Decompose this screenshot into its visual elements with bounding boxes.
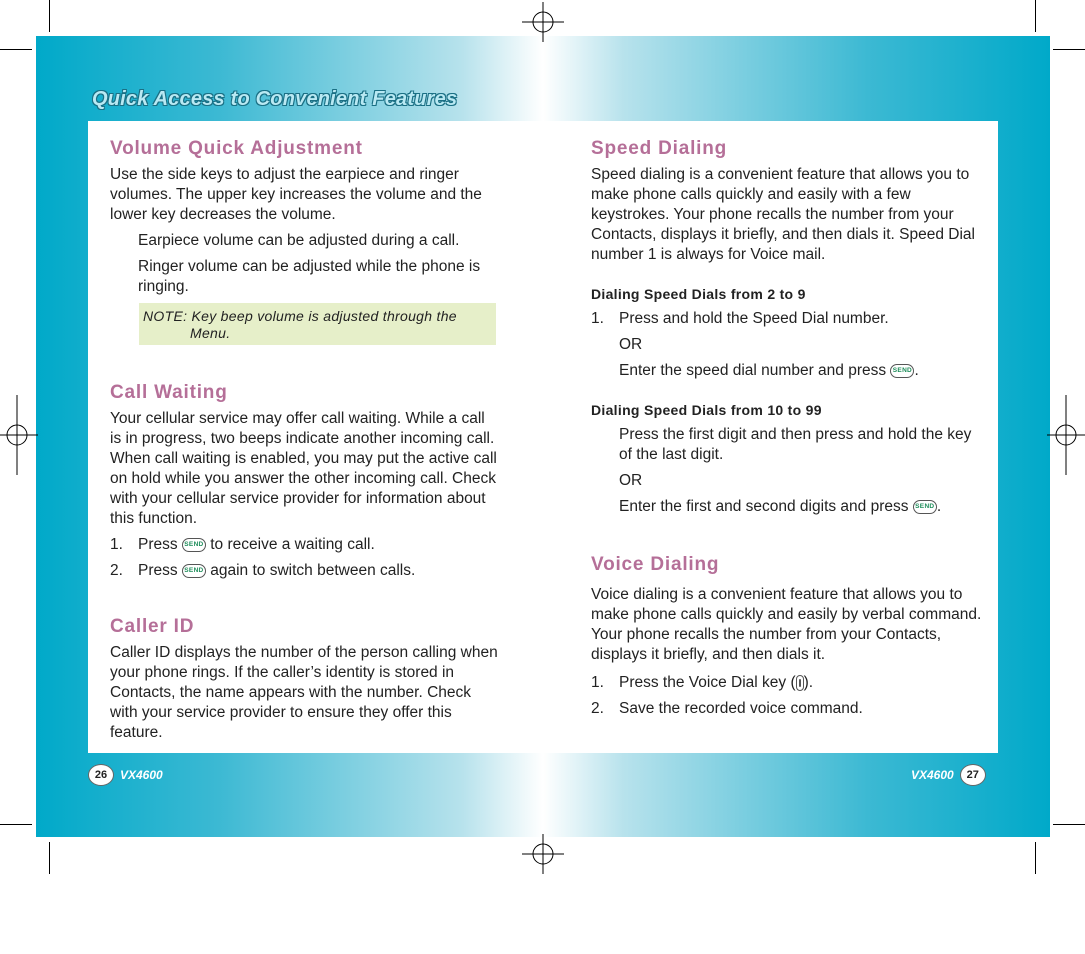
volume-bullet-ringer: Ringer volume can be adjusted while the phone is ringing. bbox=[138, 258, 481, 295]
speed-dial-step-1 bbox=[591, 309, 986, 329]
step-text: Press bbox=[138, 562, 178, 579]
call-waiting-body: Your cellular service may offer call waiting. While a call is in progress, two beeps indicate another incoming call. When call waiting is enabled, you may put the active call on hold while you answer the other incoming call. Check with your cellular service provider for information about this function. bbox=[110, 410, 497, 527]
crop-mark bbox=[1053, 49, 1085, 50]
page-number: 27 bbox=[960, 764, 986, 786]
step-text: Press the Voice Dial key ( bbox=[619, 674, 796, 691]
registration-mark-icon bbox=[1047, 395, 1085, 475]
step-number: 1. bbox=[591, 310, 604, 327]
caller-id-body: Caller ID displays the number of the person calling when your phone rings. If the caller’s identity is stored in Contacts, the name appears with the number. Check with your service provider to ensure they offer this feature. bbox=[110, 644, 498, 741]
step-text: ). bbox=[803, 674, 814, 691]
model-label: VX4600 bbox=[120, 768, 163, 782]
page-number: 26 bbox=[88, 764, 114, 786]
volume-intro: Use the side keys to adjust the earpiece and ringer volumes. The upper key increases the volume and the lower key decreases the volume. bbox=[110, 166, 482, 223]
speed-dialing-heading: Speed Dialing bbox=[591, 138, 728, 159]
step-text: . bbox=[936, 498, 942, 515]
step-number: 1. bbox=[110, 536, 123, 553]
step-text: Press and hold the Speed Dial number. bbox=[619, 310, 889, 327]
volume-heading: Volume Quick Adjustment bbox=[110, 138, 363, 159]
speed-dial-step-two-digit: Press the first digit and then press and hold the key of the last digit. bbox=[619, 426, 972, 463]
step-text: Press bbox=[138, 536, 178, 553]
voice-dialing-body: Voice dialing is a convenient feature that allows you to make phone calls quickly and easily by verbal command. Your phone recalls the number from your Contacts, displays it briefly, and then dials it. bbox=[591, 586, 982, 663]
step-text: . bbox=[914, 362, 919, 379]
registration-mark-icon bbox=[522, 2, 564, 42]
send-key-icon: SEND bbox=[182, 538, 206, 552]
step-number: 2. bbox=[591, 700, 604, 717]
step-text: Save the recorded voice command. bbox=[619, 700, 863, 717]
footer-right bbox=[905, 764, 986, 786]
speed-dial-subheading-2-9: Dialing Speed Dials from 2 to 9 bbox=[591, 286, 806, 302]
crop-mark bbox=[49, 0, 50, 32]
crop-mark bbox=[0, 49, 32, 50]
crop-mark bbox=[1053, 824, 1085, 825]
or-text: OR bbox=[619, 472, 643, 489]
crop-mark bbox=[1035, 842, 1036, 874]
note-text: NOTE: Key beep volume is adjusted through the bbox=[143, 308, 457, 324]
voice-dialing-heading: Voice Dialing bbox=[591, 554, 720, 575]
call-waiting-step-2 bbox=[110, 561, 500, 581]
speed-dialing-body: Speed dialing is a convenient feature that allows you to make phone calls quickly and easily with a few keystrokes. Your phone recalls the number from your Contacts, displays it briefly, and then dials it. Speed Dial number 1 is always for Voice mail. bbox=[591, 166, 975, 263]
or-text: OR bbox=[619, 336, 643, 353]
speed-dial-alt-step-two-digit bbox=[591, 497, 986, 517]
caller-id-heading: Caller ID bbox=[110, 616, 195, 637]
voice-dial-step-1 bbox=[591, 673, 986, 693]
step-text: again to switch between calls. bbox=[210, 562, 416, 579]
step-text: Enter the first and second digits and press bbox=[619, 498, 909, 515]
call-waiting-step-1 bbox=[110, 535, 500, 555]
send-key-icon: SEND bbox=[913, 500, 937, 514]
crop-mark bbox=[49, 842, 50, 874]
page-header-title: Quick Access to Convenient Features bbox=[92, 88, 458, 110]
step-text: to receive a waiting call. bbox=[210, 536, 375, 553]
send-key-icon: SEND bbox=[182, 564, 206, 578]
volume-bullet-earpiece: Earpiece volume can be adjusted during a call. bbox=[138, 232, 460, 249]
step-number: 1. bbox=[591, 674, 604, 691]
call-waiting-heading: Call Waiting bbox=[110, 382, 228, 403]
registration-mark-icon bbox=[0, 395, 38, 475]
step-text: Enter the speed dial number and press bbox=[619, 362, 887, 379]
voice-dial-key-icon bbox=[796, 675, 804, 691]
note-text-cont: Menu. bbox=[190, 325, 231, 341]
footer-left bbox=[88, 764, 169, 786]
step-number: 2. bbox=[110, 562, 123, 579]
right-column bbox=[591, 137, 986, 719]
crop-mark bbox=[1035, 0, 1036, 32]
speed-dial-subheading-10-99: Dialing Speed Dials from 10 to 99 bbox=[591, 402, 822, 418]
volume-note bbox=[139, 303, 496, 345]
model-label: VX4600 bbox=[911, 768, 954, 782]
crop-mark bbox=[0, 824, 32, 825]
send-key-icon: SEND bbox=[890, 364, 914, 378]
voice-dial-step-2 bbox=[591, 699, 986, 719]
speed-dial-alt-step bbox=[591, 361, 986, 381]
left-column bbox=[110, 137, 500, 743]
registration-mark-icon bbox=[522, 834, 564, 874]
